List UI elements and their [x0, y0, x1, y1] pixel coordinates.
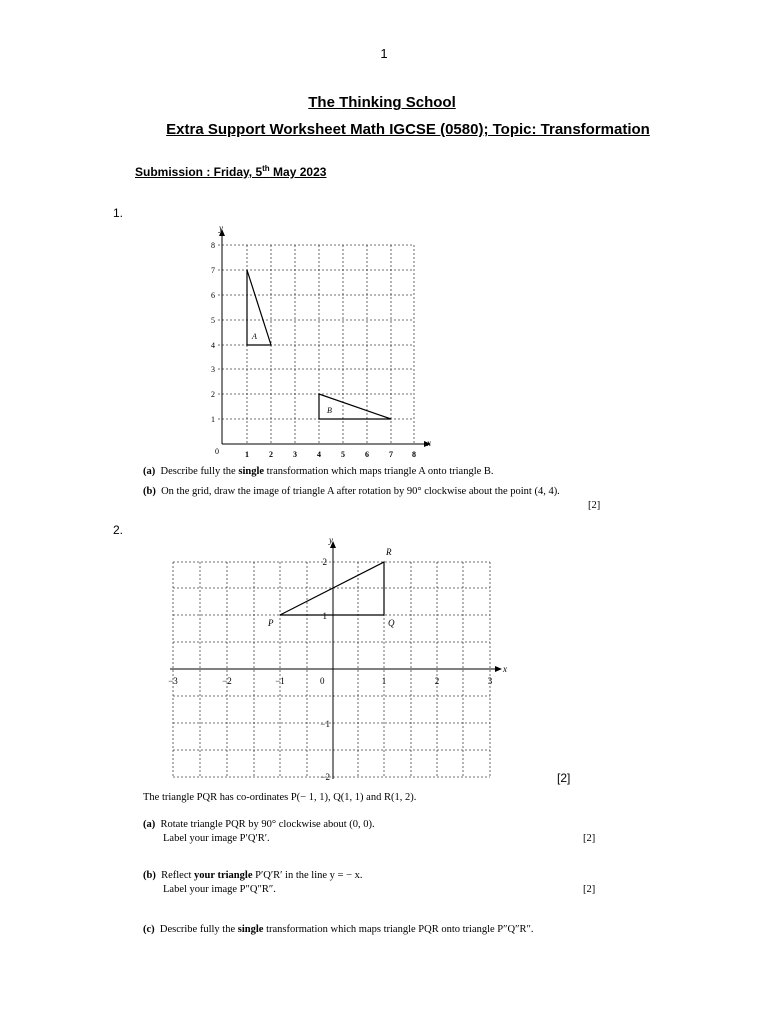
q1-y-axis-label: y	[219, 223, 223, 233]
submission-date	[135, 164, 326, 179]
q1-part-b-text: On the grid, draw the image of triangle A after rotation by 90° clockwise about the point (4, 4).	[161, 486, 560, 497]
q1-part-a-pre: Describe fully the	[160, 466, 239, 477]
q2-axes	[170, 545, 497, 779]
q2-x-tick-3: 3	[487, 676, 493, 686]
q2-x-tick-1: 1	[381, 676, 387, 686]
q1-x-axis-label: x	[427, 438, 431, 448]
q2-part-c-label: (c)	[143, 924, 155, 935]
q2-part-b	[143, 870, 363, 881]
q2-y-tick-2: 2	[322, 557, 327, 567]
q2-graph	[165, 535, 515, 787]
q1-y-tick-5: 5	[211, 316, 215, 325]
q2-part-b-post: P′Q′R′ in the line y = − x.	[252, 870, 363, 881]
worksheet-subtitle: Extra Support Worksheet Math IGCSE (0580); Topic: Transformation	[166, 121, 650, 138]
q1-y-tick-3: 3	[211, 365, 215, 374]
q1-y-tick-8: 8	[211, 241, 215, 250]
q2-part-a-label: (a)	[143, 819, 156, 830]
q2-intro: The triangle PQR has co-ordinates P(− 1, 1), Q(1, 1) and R(1, 2).	[143, 792, 417, 803]
q1-origin-label: 0	[215, 447, 219, 456]
q2-y-tick-1: 1	[322, 611, 327, 621]
q1-x-tick-2: 2	[269, 450, 273, 459]
q2-part-c-bold: single	[237, 924, 264, 935]
q1-y-tick-6: 6	[211, 291, 215, 300]
q1-x-tick-1: 1	[245, 450, 249, 459]
q1-x-tick-8: 8	[412, 450, 416, 459]
q2-r-label: R	[386, 547, 392, 557]
q2-y-axis-label: y	[329, 535, 333, 545]
q1-x-tick-5: 5	[341, 450, 345, 459]
q2-p-label: P	[268, 618, 274, 628]
q2-part-b-bold: your triangle	[194, 870, 253, 881]
q2-y-tick-neg1: −1	[320, 719, 330, 729]
q2-part-b-line2: Label your image P″Q″R″.	[163, 884, 276, 895]
q2-triangle-pqr	[280, 562, 384, 615]
q2-part-c-pre: Describe fully the	[159, 924, 238, 935]
q1-triangle-a-label: A	[252, 332, 257, 341]
q1-part-b	[143, 486, 560, 497]
q1-triangle-b-label: B	[327, 406, 332, 415]
q1-part-a-label: (a)	[143, 466, 156, 477]
q1-y-tick-4: 4	[211, 341, 215, 350]
q1-x-tick-4: 4	[317, 450, 321, 459]
q1-part-a	[143, 466, 494, 477]
q2-x-tick-2: 2	[434, 676, 440, 686]
q2-part-b-label: (b)	[143, 870, 156, 881]
q1-triangle-a	[247, 270, 271, 345]
q2-part-b-pre: Reflect	[161, 870, 195, 881]
q1-graph	[195, 222, 445, 462]
q1-number: 1.	[113, 206, 124, 220]
q2-part-c	[143, 924, 533, 935]
q2-x-arrow	[495, 666, 502, 672]
q1-y-tick-7: 7	[211, 266, 215, 275]
q2-part-a-line1: Rotate triangle PQR by 90° clockwise about (0, 0).	[160, 819, 375, 830]
submission-suffix: May 2023	[269, 165, 327, 179]
q2-part-a-line2: Label your image P′Q′R′.	[163, 833, 270, 844]
q2-number: 2.	[113, 523, 124, 537]
q1-y-tick-1: 1	[211, 415, 215, 424]
q1-x-tick-3: 3	[293, 450, 297, 459]
q1-x-tick-7: 7	[389, 450, 393, 459]
q1-part-a-post: transformation which maps triangle A onto triangle B.	[264, 466, 494, 477]
q2-part-a	[143, 819, 375, 830]
q2-x-tick-neg2: −2	[222, 676, 232, 686]
q2-x-tick-neg1: −1	[275, 676, 285, 686]
q1-part-a-bold: single	[238, 466, 265, 477]
q2-y-tick-neg2: −2	[320, 772, 330, 782]
page-number: 1	[380, 46, 388, 61]
school-title: The Thinking School	[308, 94, 456, 111]
submission-prefix: Submission : Friday, 5	[135, 165, 263, 179]
q2-x-axis-label: x	[503, 664, 507, 674]
q1-mark: [2]	[588, 500, 601, 511]
q2-part-b-mark: [2]	[583, 884, 596, 895]
q2-part-a-mark: [2]	[583, 833, 596, 844]
q2-graph-mark: [2]	[557, 771, 571, 785]
q2-x-tick-neg3: −3	[168, 676, 178, 686]
submission-sup: th	[262, 164, 270, 173]
q1-part-b-label: (b)	[143, 486, 156, 497]
q2-part-c-post: transformation which maps triangle PQR onto triangle P″Q″R″.	[263, 924, 534, 935]
q2-q-label: Q	[388, 618, 395, 628]
q1-y-tick-2: 2	[211, 390, 215, 399]
q2-origin-label: 0	[320, 676, 325, 686]
q1-x-tick-6: 6	[365, 450, 369, 459]
